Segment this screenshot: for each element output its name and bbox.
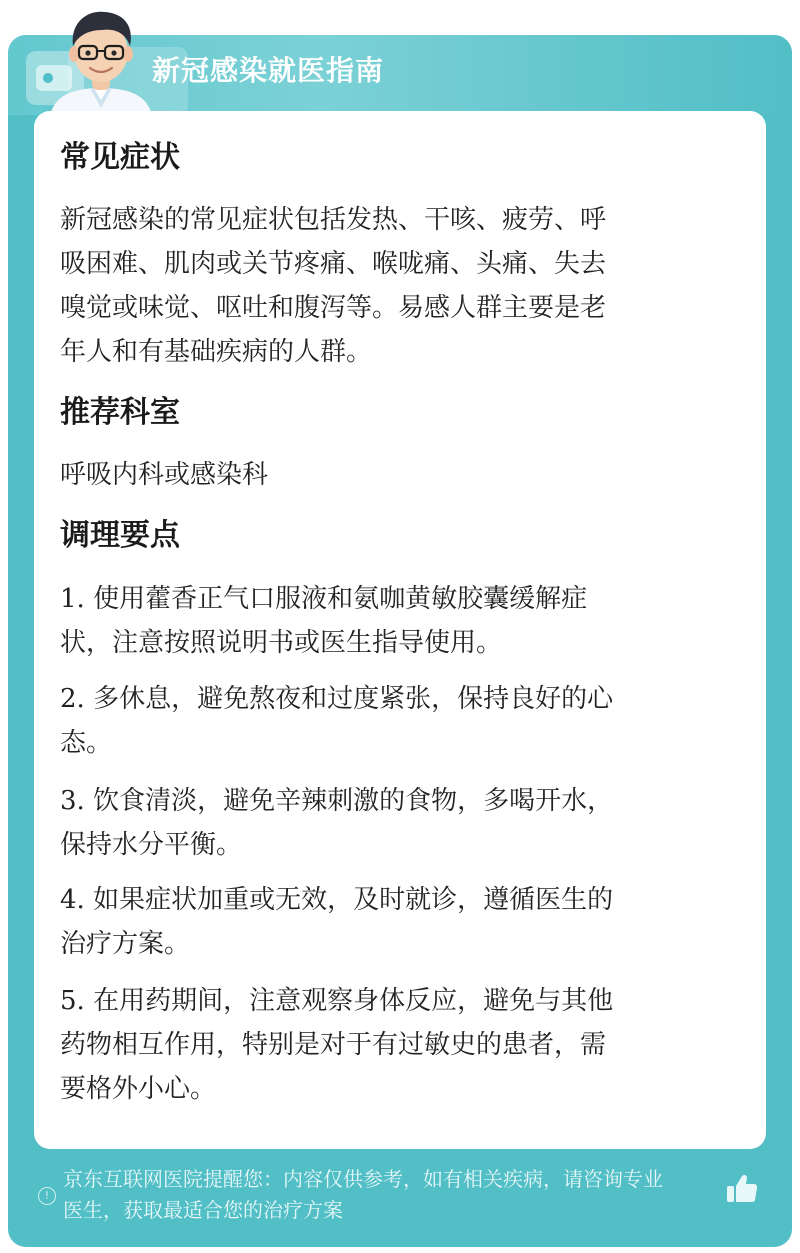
department-heading: 推荐科室 bbox=[60, 395, 180, 430]
disclaimer-text: 京东互联网医院提醒您：内容仅供参考，如有相关疾病，请咨询专业 医生，获取最适合您的治疗方案 bbox=[63, 1167, 663, 1222]
list-item: 4. 如果症状加重或无效，及时就诊，遵循医生的 治疗方案。 bbox=[60, 885, 614, 959]
page-title: 新冠感染就医指南 bbox=[152, 54, 385, 87]
symptoms-heading: 常见症状 bbox=[60, 140, 180, 175]
content-card bbox=[34, 111, 766, 1149]
doctor-avatar bbox=[46, 8, 156, 116]
care-heading: 调理要点 bbox=[60, 518, 180, 553]
list-item: 1. 使用藿香正气口服液和氨咖黄敏胶囊缓解症 状，注意按照说明书或医生指导使用。 bbox=[60, 584, 588, 658]
symptoms-text: 新冠感染的常见症状包括发热、干咳、疲劳、呼 吸困难、肌肉或关节疼痛、喉咙痛、头痛、失去 嗅觉或味觉、呕吐和腹泻等。易感人群主要是老 年人和有基础疾病的人群。 bbox=[60, 205, 607, 367]
info-icon: ! bbox=[38, 1187, 56, 1205]
list-item: 5. 在用药期间，注意观察身体反应，避免与其他 药物相互作用，特别是对于有过敏史的患者，需 要格外小心。 bbox=[60, 986, 614, 1104]
thumbs-up-icon[interactable] bbox=[725, 1172, 759, 1206]
department-text: 呼吸内科或感染科 bbox=[60, 460, 269, 490]
list-item: 2. 多休息，避免熬夜和过度紧张，保持良好的心 态。 bbox=[60, 684, 614, 758]
list-item: 3. 饮食清淡，避免辛辣刺激的食物，多喝开水， 保持水分平衡。 bbox=[60, 786, 614, 860]
